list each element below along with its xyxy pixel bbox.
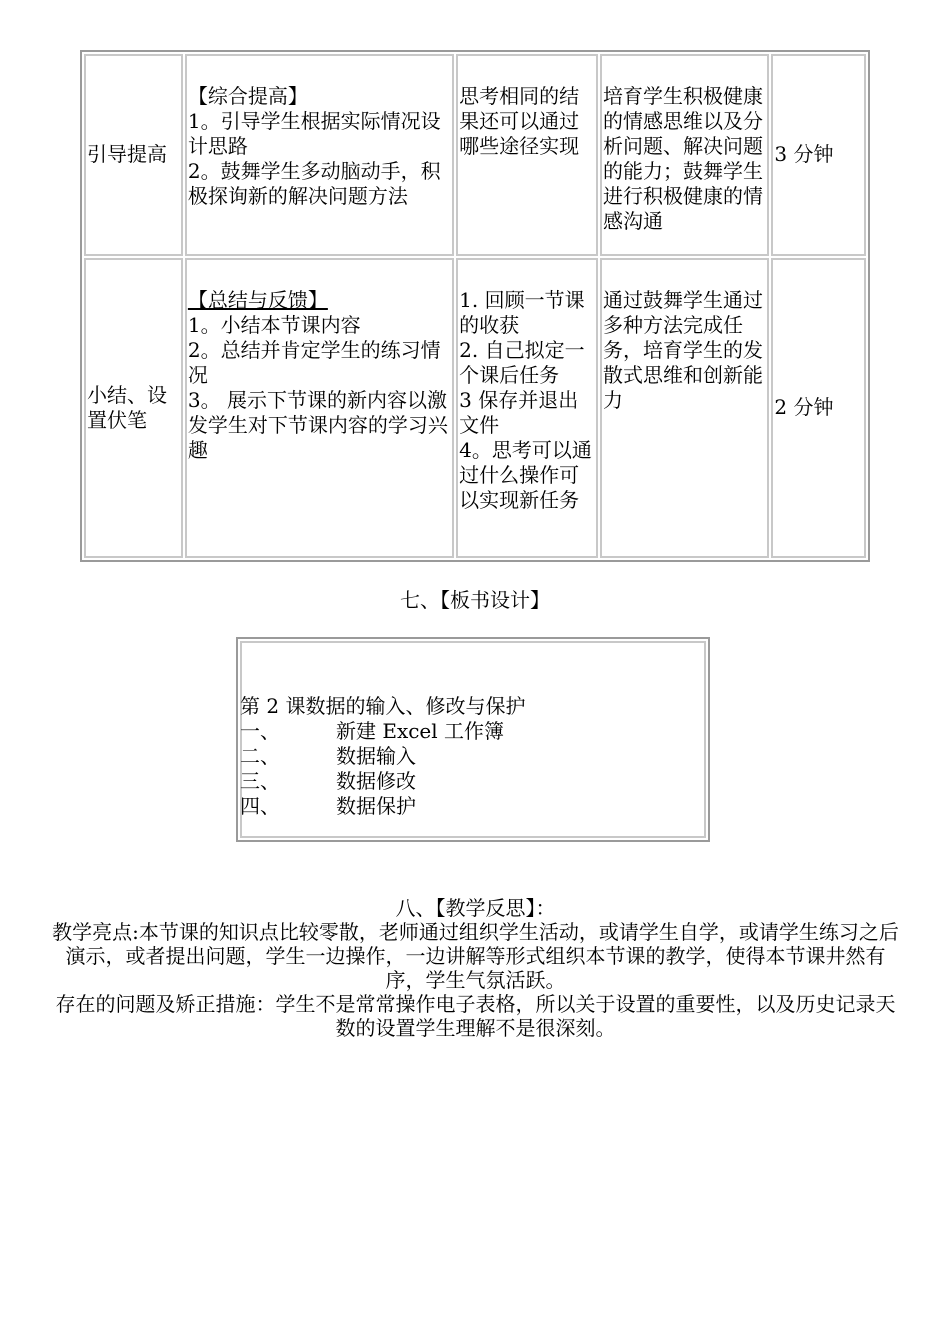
stage-cell	[84, 54, 183, 256]
board-item	[240, 769, 525, 794]
student-activity-cell	[456, 258, 598, 558]
content-item: 2。总结并肯定学生的练习情况	[187, 337, 441, 387]
reflection-problems: 存在的问题及矫正措施：学生不是常常操作电子表格，所以关于设置的重要性，以及历史记录天数的设置学生理解不是很深刻。	[55, 992, 896, 1040]
lesson-table	[80, 50, 870, 562]
content-title: 【综合提高】	[187, 84, 308, 108]
table-row	[84, 258, 866, 558]
table-row	[84, 54, 866, 256]
board-item	[240, 744, 525, 769]
section-heading-board-design: 七、【板书设计】	[400, 588, 550, 612]
board-item-text: 数据保护	[336, 794, 416, 818]
student-activity-item: 1. 回顾一节课的收获	[459, 287, 585, 337]
board-item-text: 数据输入	[336, 744, 416, 768]
stage-cell	[84, 258, 183, 558]
time-text: 2 分钟	[774, 395, 834, 420]
content-item: 2。鼓舞学生多动脑动手，积极探询新的解决问题方法	[187, 159, 441, 208]
goal-text: 通过鼓舞学生通过多种方法完成任务，培育学生的发散式思维和创新能力	[603, 287, 763, 412]
student-activity-cell	[456, 54, 598, 256]
student-activity-item: 2. 自己拟定一个课后任务	[459, 337, 585, 387]
board-item-number: 四、	[240, 794, 280, 818]
stage-label: 小结、设置伏笔	[87, 382, 167, 432]
board-item-number: 二、	[240, 744, 280, 768]
content-cell	[185, 54, 454, 256]
content-item: 1。引导学生根据实际情况设计思路	[187, 109, 441, 158]
goal-text: 培育学生积极健康的情感思维以及分析问题、解决问题的能力；鼓舞学生进行积极健康的情感沟通	[603, 84, 763, 233]
goal-cell	[600, 258, 769, 558]
board-item-text: 数据修改	[336, 769, 416, 793]
board-title: 第 2 课数据的输入、修改与保护	[240, 694, 526, 718]
board-item-text: 新建 Excel 工作簿	[336, 719, 505, 743]
board-item-number: 三、	[240, 769, 280, 793]
reflection-section	[48, 896, 903, 1040]
content-cell	[185, 258, 454, 558]
goal-cell	[600, 54, 769, 256]
section-heading-reflection: 八、【教学反思】：	[395, 896, 556, 920]
time-cell	[771, 258, 866, 558]
board-item	[240, 719, 525, 744]
board-item	[240, 794, 525, 819]
content-item: 3。 展示下节课的新内容以激发学生对下节课内容的学习兴趣	[187, 387, 448, 462]
board-design-box	[236, 637, 710, 842]
stage-label: 引导提高	[87, 142, 167, 167]
board-design-content	[240, 694, 525, 819]
reflection-highlight: 教学亮点:本节课的知识点比较零散，老师通过组织学生活动，或请学生自学，或请学生练习之后演示，或者提出问题，学生一边操作，一边讲解等形式组织本节课的教学，使得本节课井然有序，学生气氛活跃。	[52, 920, 899, 992]
time-cell	[771, 54, 866, 256]
student-activity-item: 3 保存并退出文件	[459, 387, 579, 437]
time-text: 3 分钟	[774, 142, 834, 167]
content-item: 1。小结本节课内容	[187, 312, 361, 337]
student-activity-text: 思考相同的结果还可以通过哪些途径实现	[459, 84, 580, 158]
student-activity-item: 4。思考可以通过什么操作可以实现新任务	[459, 437, 592, 512]
board-item-number: 一、	[240, 719, 280, 743]
content-title: 【总结与反馈】	[187, 287, 328, 312]
